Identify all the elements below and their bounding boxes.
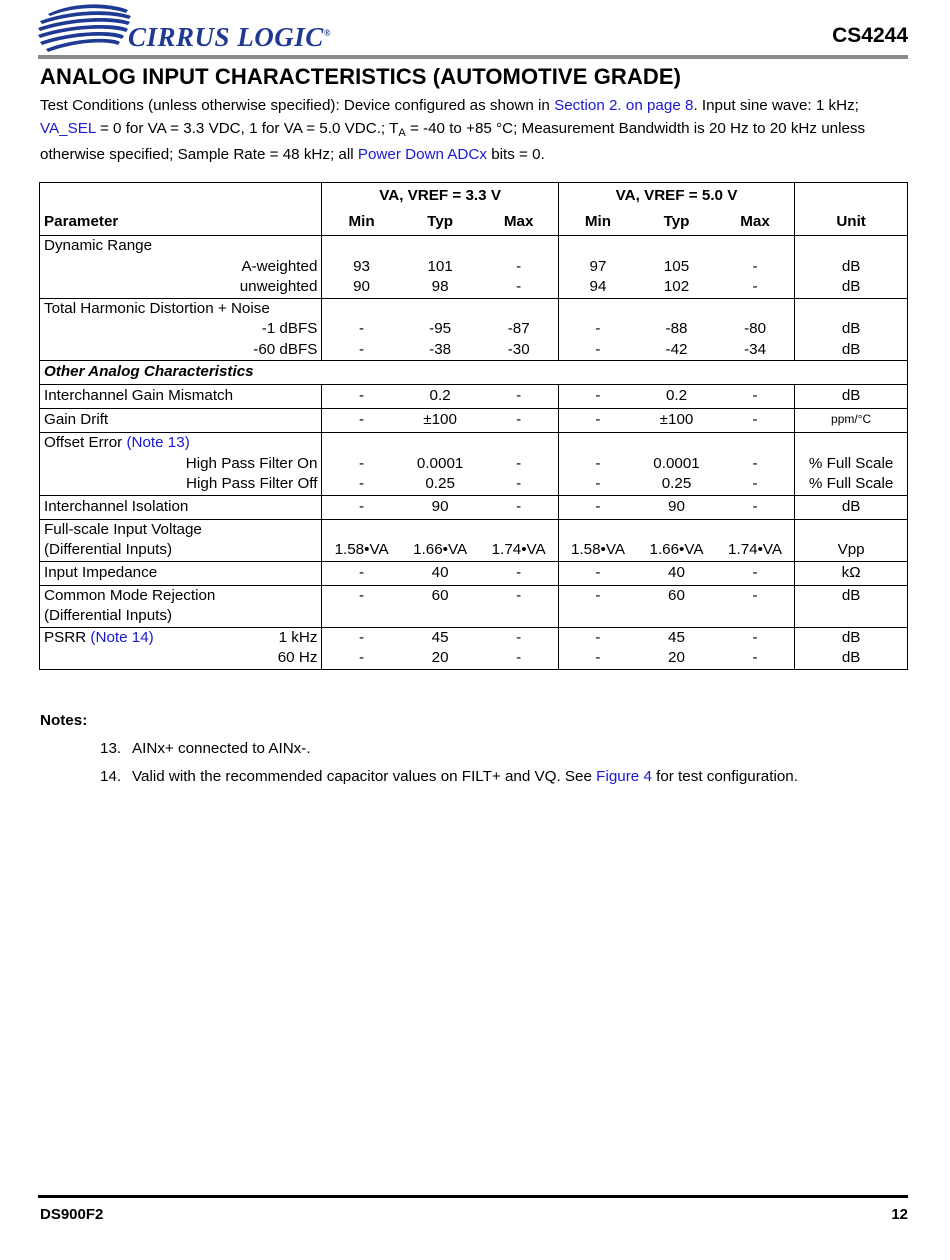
note-14 [100, 768, 798, 785]
value-cell: 0.0001 [653, 454, 700, 472]
note-13 [100, 740, 311, 757]
table-row [40, 409, 908, 433]
header-typ-5v: Typ [663, 212, 690, 230]
header-max: Max [480, 209, 559, 236]
psrr-label: PSRR [44, 628, 91, 646]
unit-cell: dB [795, 277, 908, 298]
value-cell: - [716, 474, 795, 495]
unit-cell: dB [795, 385, 908, 409]
footer-rule [38, 1195, 908, 1198]
value-cell: - [595, 340, 601, 358]
value-cell: 20 [431, 649, 449, 666]
value-cell: 40 [431, 563, 449, 581]
value-cell: 101 [427, 257, 453, 275]
registered-mark: ® [323, 28, 332, 38]
cond-text-3: = 0 for VA = 3.3 VDC, 1 for VA = 5.0 VDC.; T [95, 119, 399, 137]
unit-cell: ppm/°C [795, 409, 908, 433]
logo-wordmark [128, 22, 331, 53]
value-cell: - [480, 585, 559, 606]
unit-cell: dB [795, 257, 908, 278]
param-label: Total Harmonic Distortion + Noise [40, 298, 322, 319]
section-link[interactable]: Section 2. on page 8 [554, 97, 694, 114]
value-cell: 20 [668, 649, 685, 666]
header-typ: Typ [427, 212, 454, 230]
test-conditions [40, 95, 912, 167]
table-row [40, 585, 908, 606]
value-cell: 1.66•VA [649, 541, 704, 558]
table-row [40, 385, 908, 409]
value-cell: - [716, 648, 795, 669]
value-cell: -87 [480, 319, 559, 340]
value-cell: 1.58•VA [334, 541, 389, 558]
value-cell: 60 [668, 586, 685, 604]
value-cell: - [595, 497, 601, 515]
value-cell: - [716, 257, 795, 278]
unit-cell: dB [795, 495, 908, 519]
value-cell: 98 [431, 278, 449, 295]
value-cell: - [595, 649, 601, 666]
value-cell: 45 [431, 628, 449, 646]
value-cell: 0.25 [661, 475, 692, 492]
table-row [40, 454, 908, 475]
value-cell: 105 [663, 257, 690, 275]
unit-cell: kΩ [795, 561, 908, 585]
param-condition: 60 Hz [40, 648, 322, 669]
param-label: Dynamic Range [40, 236, 322, 257]
param-condition: unweighted [40, 277, 322, 298]
value-cell: 1.74•VA [716, 540, 795, 561]
value-cell: - [359, 475, 365, 492]
cond-text-2: . Input sine wave: 1 kHz; [693, 97, 859, 114]
table-row [40, 236, 908, 257]
header-group-5v0: VA, VREF = 5.0 V [558, 183, 794, 210]
value-cell: 93 [353, 257, 371, 275]
note-13-link[interactable]: (Note 13) [126, 434, 190, 451]
part-number: CS4244 [832, 24, 908, 47]
param-condition: -1 dBFS [40, 319, 322, 340]
value-cell: ±100 [423, 411, 457, 429]
value-cell: 90 [353, 278, 371, 295]
param-condition: High Pass Filter Off [40, 474, 322, 495]
cond-subscript: A [398, 126, 406, 139]
logo-text: CIRRUS LOGIC [128, 22, 324, 52]
header-max-5v: Max [716, 209, 795, 236]
value-cell: -30 [480, 340, 559, 361]
value-cell: - [595, 563, 601, 581]
param-condition: -60 dBFS [40, 340, 322, 361]
param-condition: A-weighted [40, 257, 322, 278]
value-cell: - [359, 649, 365, 666]
value-cell: - [716, 454, 795, 475]
table-row [40, 474, 908, 495]
value-cell: - [595, 454, 601, 472]
note-text: Valid with the recommended capacitor values on FILT+ and VQ. See [132, 768, 597, 785]
value-cell: 90 [431, 497, 449, 515]
value-cell: 1.74•VA [480, 540, 559, 561]
page-title: ANALOG INPUT CHARACTERISTICS (AUTOMOTIVE GRADE) [40, 64, 682, 89]
value-cell: - [716, 277, 795, 298]
value-cell: - [480, 495, 559, 519]
value-cell: -34 [716, 340, 795, 361]
param-label-2: (Differential Inputs) [40, 540, 322, 561]
unit-cell: Vpp [795, 540, 908, 561]
value-cell: - [480, 454, 559, 475]
table-row [40, 298, 908, 319]
value-cell: - [480, 627, 559, 648]
header-min: Min [348, 212, 375, 230]
power-down-link[interactable]: Power Down ADCx [357, 146, 487, 163]
header-rule [38, 55, 908, 59]
table-row [40, 340, 908, 361]
table-header-row-1 [40, 183, 908, 210]
value-cell: 90 [668, 497, 685, 515]
value-cell: - [359, 387, 365, 405]
value-cell: - [359, 454, 365, 472]
notes-heading: Notes: [40, 712, 88, 729]
value-cell: - [480, 409, 559, 433]
value-cell: - [595, 628, 601, 646]
param-label [40, 627, 322, 648]
value-cell: - [595, 387, 601, 405]
value-cell: 94 [589, 278, 607, 295]
unit-cell: % Full Scale [795, 474, 908, 495]
param-label: Interchannel Gain Mismatch [40, 385, 322, 409]
value-cell: - [359, 497, 365, 515]
value-cell: - [480, 561, 559, 585]
cond-text-4: = -40 to +85 °C; Measurement Bandwidth is 20 Hz to 20 kHz unless otherwise specified; Sample Rate = 48 kHz; all [40, 119, 866, 163]
param-label: Common Mode Rejection [40, 585, 322, 606]
value-cell: 1.66•VA [413, 541, 468, 558]
table-row [40, 277, 908, 298]
table-row [40, 319, 908, 340]
value-cell: - [716, 561, 795, 585]
param-label: Interchannel Isolation [40, 495, 322, 519]
note-number: 14. [100, 768, 122, 785]
value-cell: - [595, 586, 601, 604]
value-cell: - [716, 385, 795, 409]
value-cell: 0.2 [665, 387, 688, 405]
note-text: AINx+ connected to AINx-. [132, 740, 311, 757]
value-cell: ±100 [659, 411, 694, 429]
unit-cell: dB [795, 648, 908, 669]
value-cell: - [716, 409, 795, 433]
unit-cell: dB [795, 627, 908, 648]
header-min-5v: Min [584, 212, 612, 230]
param-label: Gain Drift [40, 409, 322, 433]
note-text-end: for test configuration. [651, 768, 798, 785]
header-unit-label: Unit [836, 212, 866, 230]
header-group-3v3: VA, VREF = 3.3 V [322, 183, 558, 210]
header-unit-cell [795, 183, 908, 236]
value-cell: 102 [663, 278, 690, 295]
value-cell: - [716, 627, 795, 648]
param-condition: 1 kHz [278, 628, 318, 646]
value-cell: -95 [429, 320, 452, 337]
section-heading-row [40, 361, 908, 385]
value-cell: - [595, 475, 601, 492]
value-cell: - [716, 585, 795, 606]
document-id: DS900F2 [40, 1206, 104, 1223]
va-sel-link[interactable]: VA_SEL [40, 119, 96, 137]
value-cell: - [480, 277, 559, 298]
spec-table [39, 182, 908, 670]
value-cell: - [480, 474, 559, 495]
table-row [40, 648, 908, 669]
unit-cell: % Full Scale [795, 454, 908, 475]
value-cell: - [359, 340, 365, 358]
cond-text-1: Test Conditions (unless otherwise specified): Device configured as shown in [40, 97, 555, 114]
value-cell: 40 [668, 563, 685, 581]
value-cell: - [716, 495, 795, 519]
section-heading: Other Analog Characteristics [40, 361, 908, 385]
unit-cell: dB [795, 319, 908, 340]
value-cell: 0.0001 [416, 454, 464, 472]
table-row [40, 627, 908, 648]
param-condition: High Pass Filter On [40, 454, 322, 475]
value-cell: - [359, 563, 365, 581]
param-label: Input Impedance [40, 561, 322, 585]
value-cell: -42 [665, 340, 688, 358]
value-cell: -80 [716, 319, 795, 340]
header-parameter [40, 183, 322, 236]
table-row [40, 519, 908, 540]
table-row [40, 257, 908, 278]
value-cell: - [595, 411, 601, 429]
header-parameter-label: Parameter [44, 212, 119, 230]
value-cell: - [359, 411, 365, 429]
value-cell: 97 [589, 257, 607, 275]
value-cell: -38 [429, 340, 452, 358]
page-number: 12 [891, 1206, 908, 1223]
unit-cell: dB [795, 340, 908, 361]
note-14-link[interactable]: (Note 14) [90, 628, 154, 646]
value-cell: - [595, 320, 601, 337]
value-cell: - [359, 320, 365, 337]
table-row [40, 606, 908, 627]
table-row [40, 561, 908, 585]
table-row [40, 540, 908, 561]
unit-cell: dB [795, 585, 908, 606]
table-row [40, 433, 908, 454]
value-cell: 0.2 [429, 387, 451, 405]
value-cell: 45 [668, 628, 685, 646]
param-label [40, 433, 322, 454]
figure-4-link[interactable]: Figure 4 [596, 768, 652, 785]
value-cell: - [480, 257, 559, 278]
table-row [40, 495, 908, 519]
offset-error-label: Offset Error [44, 434, 127, 451]
note-number: 13. [100, 740, 122, 757]
value-cell: - [480, 648, 559, 669]
value-cell: 60 [431, 586, 449, 604]
value-cell: - [480, 385, 559, 409]
param-label-2: (Differential Inputs) [40, 606, 322, 627]
value-cell: -88 [665, 320, 688, 337]
value-cell: - [359, 586, 365, 604]
value-cell: 1.58•VA [570, 541, 625, 558]
cond-text-5: bits = 0. [486, 146, 545, 163]
param-label: Full-scale Input Voltage [40, 519, 322, 540]
value-cell: 0.25 [425, 475, 455, 492]
value-cell: - [359, 628, 365, 646]
